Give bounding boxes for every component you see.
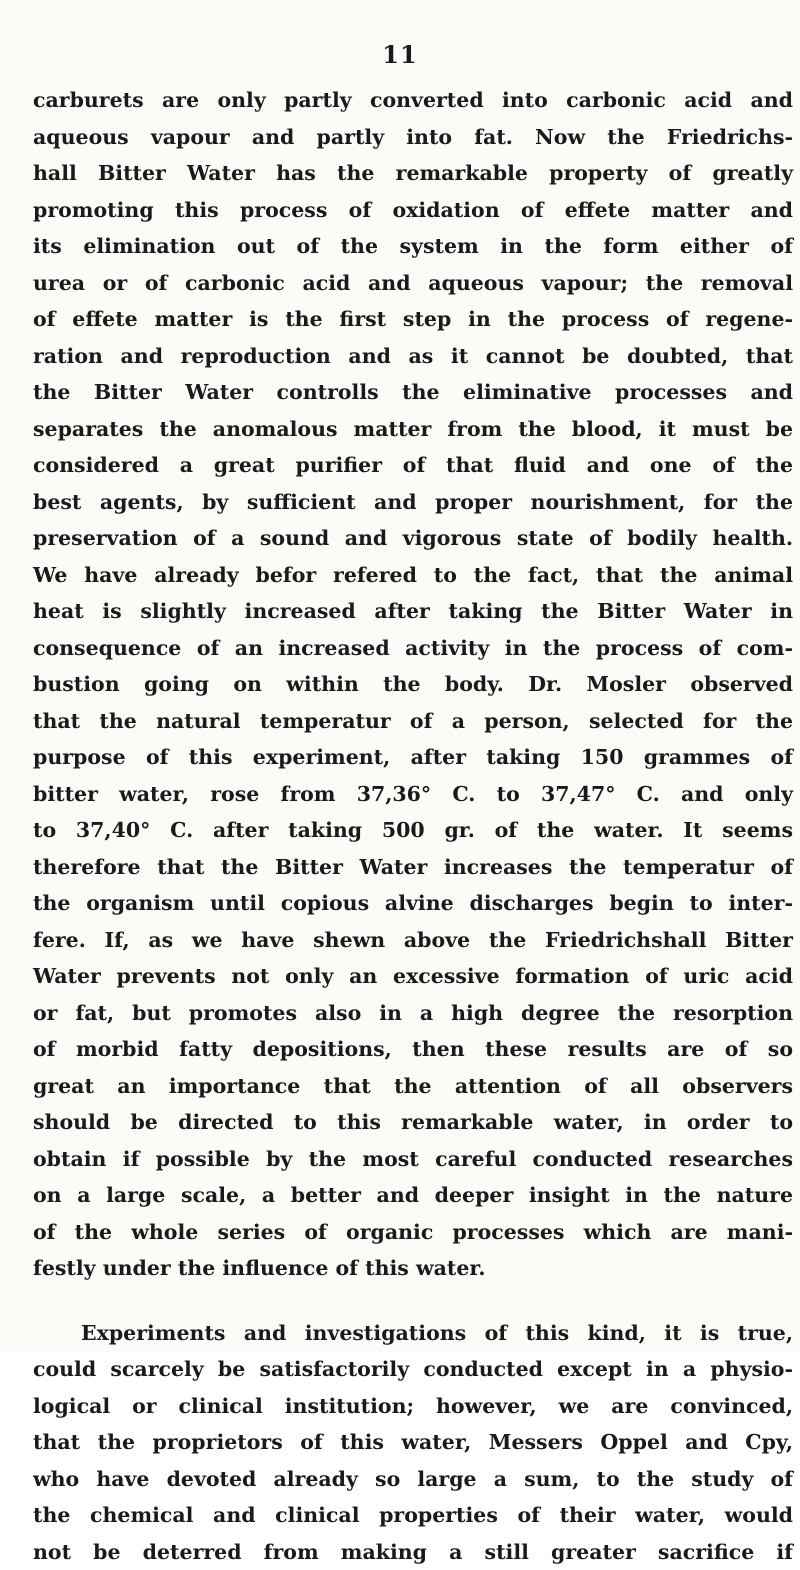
text-line: could scarcely be satisfactorily conducted except in a physio-	[33, 1351, 793, 1388]
text-line: urea or of carbonic acid and aqueous vapour; the removal	[33, 265, 793, 302]
text-line: carburets are only partly converted into carbonic acid and	[33, 82, 793, 119]
paragraph-1	[33, 82, 793, 1287]
text-line: Experiments and investigations of this kind, it is true,	[33, 1315, 793, 1352]
page-number: 11	[0, 40, 800, 69]
text-line: festly under the influence of this water.	[33, 1250, 793, 1287]
text-line: its elimination out of the system in the form either of	[33, 228, 793, 265]
text-line: not be deterred from making a still greater sacrifice if	[33, 1534, 793, 1570]
text-line: consequence of an increased activity in the process of com-	[33, 630, 793, 667]
text-line: heat is slightly increased after taking the Bitter Water in	[33, 593, 793, 630]
text-line: preservation of a sound and vigorous state of bodily health.	[33, 520, 793, 557]
text-line: bustion going on within the body. Dr. Mosler observed	[33, 666, 793, 703]
text-line: purpose of this experiment, after taking 150 grammes of	[33, 739, 793, 776]
text-line: fere. If, as we have shewn above the Friedrichshall Bitter	[33, 922, 793, 959]
text-line: logical or clinical institution; however, we are convinced,	[33, 1388, 793, 1425]
text-line: that the natural temperatur of a person, selected for the	[33, 703, 793, 740]
body-text	[33, 82, 793, 1570]
text-line: on a large scale, a better and deeper insight in the nature	[33, 1177, 793, 1214]
paragraph-2	[33, 1315, 793, 1570]
text-line: the organism until copious alvine discharges begin to inter-	[33, 885, 793, 922]
text-line: that the proprietors of this water, Messers Oppel and Cpy,	[33, 1424, 793, 1461]
text-line: promoting this process of oxidation of effete matter and	[33, 192, 793, 229]
text-line: of morbid fatty depositions, then these results are of so	[33, 1031, 793, 1068]
text-line: obtain if possible by the most careful conducted researches	[33, 1141, 793, 1178]
text-line: aqueous vapour and partly into fat. Now the Friedrichs-	[33, 119, 793, 156]
text-line: best agents, by sufficient and proper nourishment, for the	[33, 484, 793, 521]
paragraph-gap	[33, 1287, 793, 1315]
text-line: separates the anomalous matter from the blood, it must be	[33, 411, 793, 448]
text-line: should be directed to this remarkable water, in order to	[33, 1104, 793, 1141]
text-line: of the whole series of organic processes which are mani-	[33, 1214, 793, 1251]
text-line: of effete matter is the first step in the process of regene-	[33, 301, 793, 338]
text-line: the chemical and clinical properties of their water, would	[33, 1497, 793, 1534]
text-line: bitter water, rose from 37,36° C. to 37,47° C. and only	[33, 776, 793, 813]
text-line: or fat, but promotes also in a high degree the resorption	[33, 995, 793, 1032]
text-line: hall Bitter Water has the remarkable property of greatly	[33, 155, 793, 192]
text-line: to 37,40° C. after taking 500 gr. of the water. It seems	[33, 812, 793, 849]
text-line: We have already befor refered to the fact, that the animal	[33, 557, 793, 594]
text-line: the Bitter Water controlls the eliminative processes and	[33, 374, 793, 411]
text-line: therefore that the Bitter Water increases the temperatur of	[33, 849, 793, 886]
text-line: great an importance that the attention of all observers	[33, 1068, 793, 1105]
text-line: who have devoted already so large a sum, to the study of	[33, 1461, 793, 1498]
text-line: ration and reproduction and as it cannot be doubted, that	[33, 338, 793, 375]
text-line: Water prevents not only an excessive formation of uric acid	[33, 958, 793, 995]
text-line: considered a great purifier of that fluid and one of the	[33, 447, 793, 484]
